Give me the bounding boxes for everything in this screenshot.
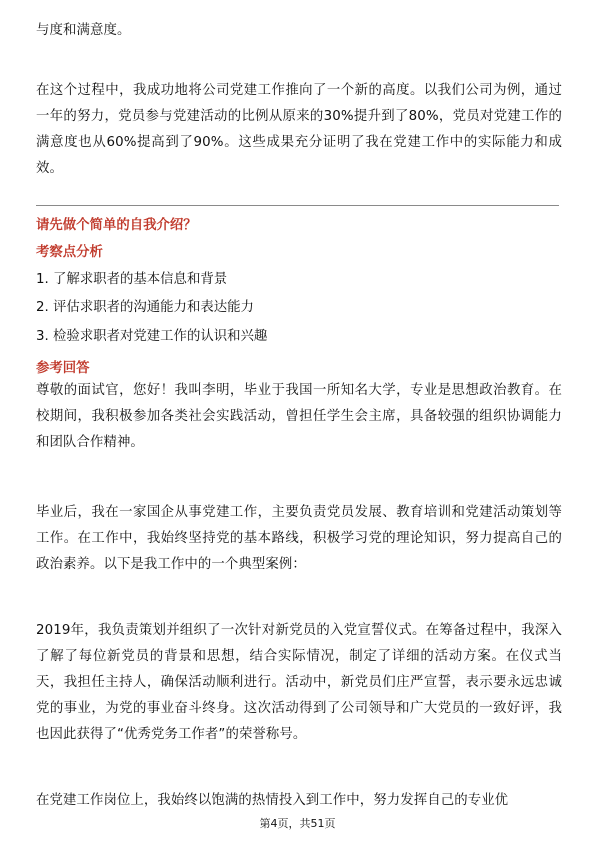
body-paragraph: 与度和满意度。 [36, 23, 131, 38]
analysis-item: 3. 检验求职者对党建工作的认识和兴趣 [36, 329, 268, 344]
answer-paragraph: 毕业后，我在一家国企从事党建工作，主要负责党员发展、教育培训和党建活动策划等工作。在工作中，我始终坚持党的基本路线，积极学习党的理论知识，努力提高自己的政治素养。以下是我工作中的一个典型案例： [36, 505, 562, 572]
answer-heading: 参考回答 [36, 361, 90, 376]
analysis-item: 2. 评估求职者的沟通能力和表达能力 [36, 300, 254, 315]
section-divider [36, 205, 559, 206]
page-number: 第4页，共51页 [259, 817, 336, 830]
answer-paragraph: 尊敬的面试官，您好！我叫李明，毕业于我国一所知名大学，专业是思想政治教育。在校期间，我积极参加各类社会实践活动，曾担任学生会主席，具备较强的组织协调能力和团队合作精神。 [36, 383, 562, 450]
analysis-item: 1. 了解求职者的基本信息和背景 [36, 272, 228, 287]
analysis-heading: 考察点分析 [36, 245, 103, 260]
body-paragraph: 在这个过程中，我成功地将公司党建工作推向了一个新的高度。以我们公司为例，通过一年的努力，党员参与党建活动的比例从原来的30%提升到了80%，党员对党建工作的满意度也从60%提高到了90%。这些成果充分证明了我在党建工作中的实际能力和成效。 [36, 83, 562, 176]
question-title: 请先做个简单的自我介绍？ [36, 218, 197, 233]
answer-paragraph: 在党建工作岗位上，我始终以饱满的热情投入到工作中，努力发挥自己的专业优 [36, 793, 509, 808]
answer-paragraph: 2019年，我负责策划并组织了一次针对新党员的入党宣誓仪式。在筹备过程中，我深入了解了每位新党员的背景和思想，结合实际情况，制定了详细的活动方案。在仪式当天，我担任主持人，确保活动顺利进行。活动中，新党员们庄严宣誓，表示要永远忠诚党的事业，为党的事业奋斗终身。这次活动得到了公司领导和广大党员的一致好评，我也因此获得了“优秀党务工作者”的荣誉称号。 [36, 623, 562, 742]
